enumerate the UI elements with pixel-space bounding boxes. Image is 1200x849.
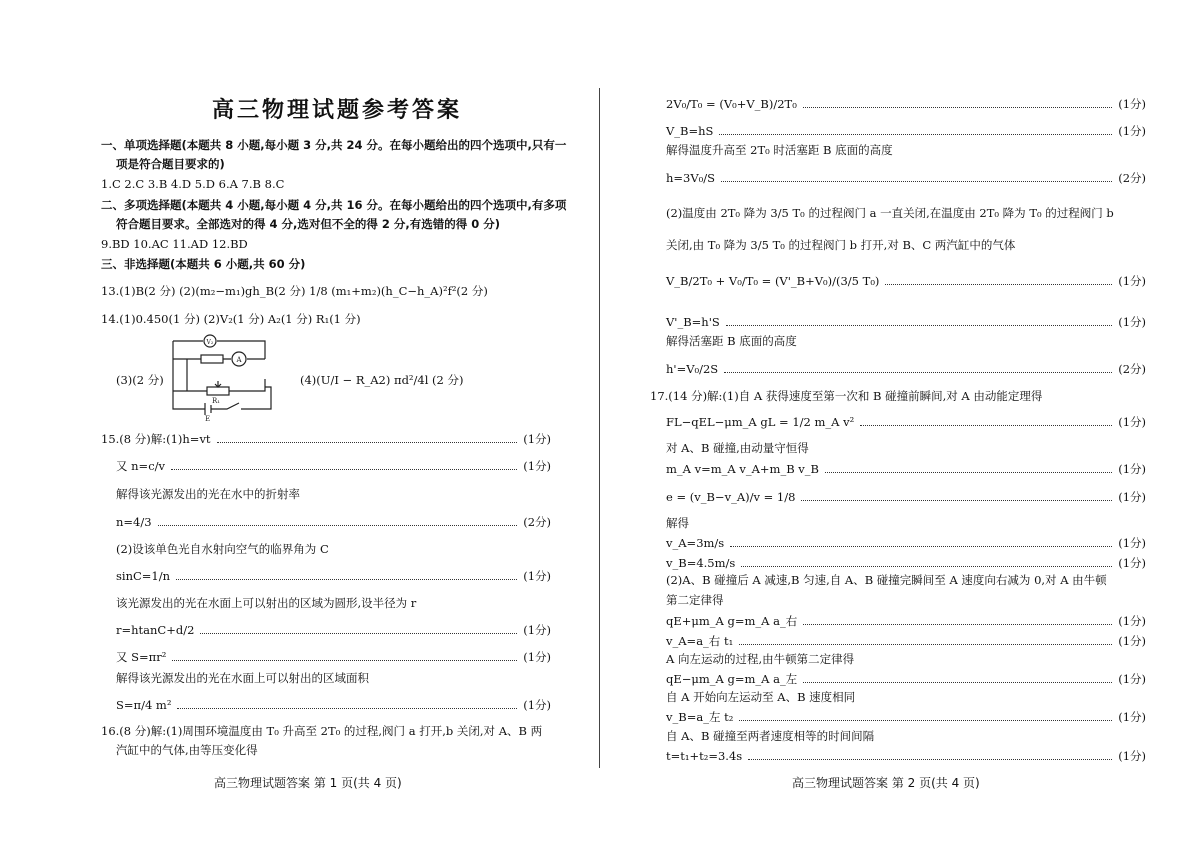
q15-line-8: r=htanC+d/2 (1分) bbox=[116, 623, 551, 637]
r-line-23: A 向左运动的过程,由牛顿第二定律得 bbox=[666, 652, 855, 666]
r-line-6: 关闭,由 T₀ 降为 3/5 T₀ 的过程阀门 b 打开,对 B、C 两汽缸中的气体 bbox=[666, 238, 1016, 252]
circuit-voltmeter-label: V₂ bbox=[206, 339, 214, 346]
r-line-17: v_A=3m/s (1分) bbox=[666, 536, 1146, 550]
r-line-28: t=t₁+t₂=3.4s (1分) bbox=[666, 749, 1146, 763]
circuit-battery-label: E bbox=[205, 415, 211, 421]
r-line-11: 17.(14 分)解:(1)自 A 获得速度至第一次和 B 碰撞前瞬间,对 A 由动能定理得 bbox=[650, 389, 1043, 403]
section-1-header: 一、单项选择题(本题共 8 小题,每小题 3 分,共 24 分。在每小题给出的四个选项中,只有一 bbox=[101, 138, 567, 152]
r-line-21: qE+μm_A g=m_A a_右 (1分) bbox=[666, 614, 1146, 628]
q14-part4-answer: (4)(U/I − R_A2) πd²/4l (2 分) bbox=[300, 373, 464, 387]
page-footer: 高三物理试题答案 第 1 页(共 4 页) bbox=[214, 776, 402, 790]
q16-line-1: 16.(8 分)解:(1)周围环境温度由 T₀ 升高至 2T₀ 的过程,阀门 a 打开,b 关闭,对 A、B 两 bbox=[101, 724, 543, 738]
q15-line-1: 15.(8 分)解:(1)h=vt (1分) bbox=[101, 432, 551, 446]
q15-line-6: sinC=1/n (1分) bbox=[116, 569, 551, 583]
r-line-4: h=3V₀/S (2分) bbox=[666, 171, 1146, 185]
r-line-25: 自 A 开始向左运动至 A、B 速度相同 bbox=[666, 690, 856, 704]
answer-page-2 bbox=[602, 0, 1200, 849]
page-title: 高三物理试题参考答案 bbox=[212, 98, 463, 123]
q15-line-2: 又 n=c/v (1分) bbox=[116, 459, 551, 473]
r-line-10: h'=V₀/2S (2分) bbox=[666, 362, 1146, 376]
r-line-9: 解得活塞距 B 底面的高度 bbox=[666, 334, 797, 348]
section-3-header: 三、非选择题(本题共 6 小题,共 60 分) bbox=[101, 257, 306, 271]
circuit-rheostat-label: R₁ bbox=[212, 397, 221, 405]
r-line-15: e = (v_B−v_A)/v = 1/8 (1分) bbox=[666, 490, 1146, 504]
r-line-26: v_B=a_左 t₂ (1分) bbox=[666, 710, 1146, 724]
q13-answer: 13.(1)B(2 分) (2)(m₂−m₁)gh_B(2 分) 1/8 (m₁+m₂)(h_C−h_A)²f²(2 分) bbox=[101, 284, 488, 298]
r-line-20: 第二定律得 bbox=[666, 593, 724, 607]
q14-part3-label: (3)(2 分) bbox=[116, 373, 164, 387]
q16-line-2: 汽缸中的气体,由等压变化得 bbox=[116, 743, 258, 757]
q15-line-10: 解得该光源发出的光在水面上可以射出的区域面积 bbox=[116, 671, 369, 685]
r-line-24: qE−μm_A g=m_A a_左 (1分) bbox=[666, 672, 1146, 686]
q15-line-3: 解得该光源发出的光在水中的折射率 bbox=[116, 487, 300, 501]
section-2-header: 二、多项选择题(本题共 4 小题,每小题 4 分,共 16 分。在每小题给出的四个选项中,有多项 bbox=[101, 198, 567, 212]
r-line-2: V_B=hS (1分) bbox=[666, 124, 1146, 138]
r-line-22: v_A=a_右 t₁ (1分) bbox=[666, 634, 1146, 648]
q15-line-5: (2)设该单色光自水射向空气的临界角为 C bbox=[116, 542, 329, 556]
q15-line-4: n=4/3 (2分) bbox=[116, 515, 551, 529]
section-1-answers: 1.C 2.C 3.B 4.D 5.D 6.A 7.B 8.C bbox=[101, 177, 285, 191]
r-line-16: 解得 bbox=[666, 516, 689, 530]
q15-line-9: 又 S=πr² (1分) bbox=[116, 650, 551, 664]
circuit-diagram bbox=[165, 329, 280, 421]
r-line-3: 解得温度升高至 2T₀ 时活塞距 B 底面的高度 bbox=[666, 143, 893, 157]
r-line-7: V_B/2T₀ + V₀/T₀ = (V'_B+V₀)/(3/5 T₀) (1分) bbox=[666, 274, 1146, 288]
q14-answer: 14.(1)0.450(1 分) (2)V₂(1 分) A₂(1 分) R₁(1 分) bbox=[101, 312, 361, 326]
section-2-header-cont: 符合题目要求。全部选对的得 4 分,选对但不全的得 2 分,有选错的得 0 分) bbox=[116, 217, 501, 231]
r-line-14: m_A v=m_A v_A+m_B v_B (1分) bbox=[666, 462, 1146, 476]
r-line-1: 2V₀/T₀ = (V₀+V_B)/2T₀ (1分) bbox=[666, 97, 1146, 111]
r-line-8: V'_B=h'S (1分) bbox=[666, 315, 1146, 329]
page-divider bbox=[599, 88, 600, 768]
q15-line-11: S=π/4 m² (1分) bbox=[116, 698, 551, 712]
section-2-answers: 9.BD 10.AC 11.AD 12.BD bbox=[101, 237, 248, 251]
r-line-18: v_B=4.5m/s (1分) bbox=[666, 556, 1146, 570]
q15-line-7: 该光源发出的光在水面上可以射出的区域为圆形,设半径为 r bbox=[116, 596, 417, 610]
circuit-ammeter-label: A bbox=[236, 356, 242, 364]
r-line-13: 对 A、B 碰撞,由动量守恒得 bbox=[666, 441, 809, 455]
r-line-19: (2)A、B 碰撞后 A 减速,B 匀速,自 A、B 碰撞完瞬间至 A 速度向右减为 0,对 A 由牛顿 bbox=[666, 573, 1107, 587]
r-line-12: FL−qEL−μm_A gL = 1/2 m_A v² (1分) bbox=[666, 415, 1146, 429]
r-line-5: (2)温度由 2T₀ 降为 3/5 T₀ 的过程阀门 a 一直关闭,在温度由 2T₀ 降为 T₀ 的过程阀门 b bbox=[666, 206, 1114, 220]
r-line-27: 自 A、B 碰撞至两者速度相等的时间间隔 bbox=[666, 729, 875, 743]
page-footer: 高三物理试题答案 第 2 页(共 4 页) bbox=[792, 776, 980, 790]
section-1-header-cont: 项是符合题目要求的) bbox=[116, 157, 225, 171]
